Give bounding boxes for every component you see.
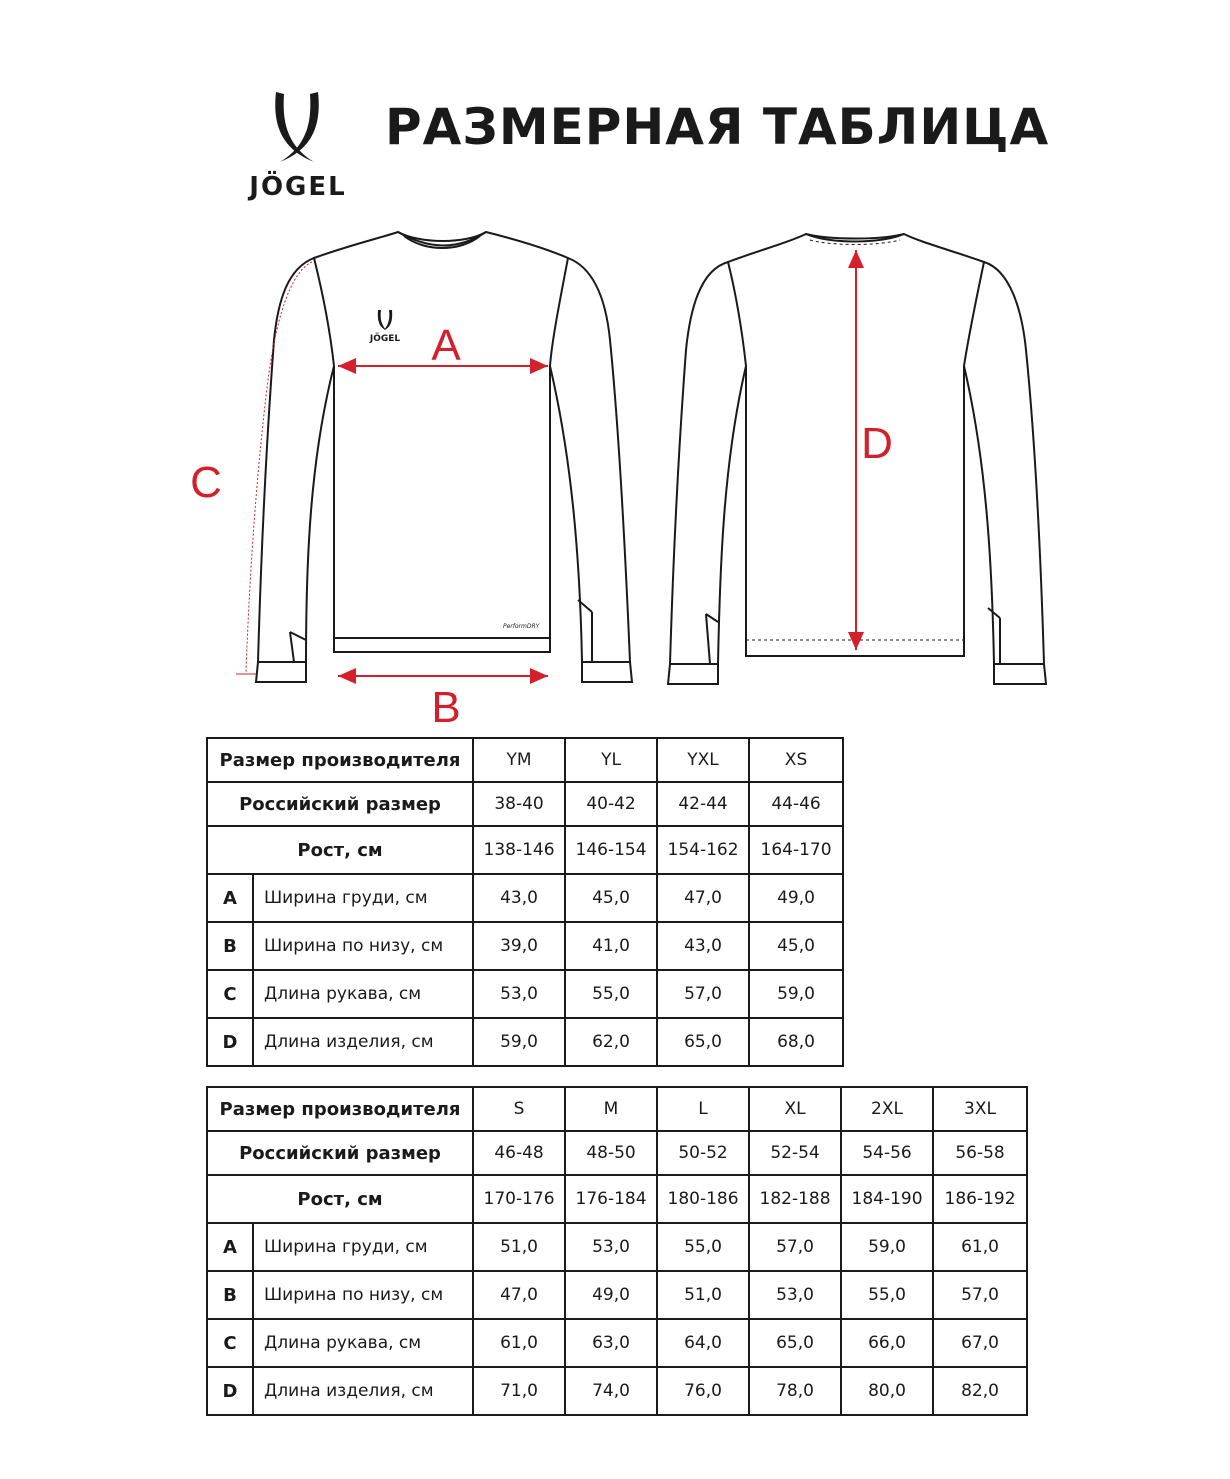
table-cell: 184-190: [841, 1175, 933, 1223]
table-cell: 48-50: [565, 1131, 657, 1175]
row-label: Размер производителя: [207, 738, 473, 782]
front-view: [256, 232, 632, 682]
table-cell: 57,0: [749, 1223, 841, 1271]
size-cell: S: [473, 1087, 565, 1131]
table-cell: 49,0: [749, 874, 843, 922]
table-cell: 154-162: [657, 826, 749, 874]
row-letter: C: [207, 1319, 253, 1367]
row-letter: B: [207, 1271, 253, 1319]
hem-label: PerformDRY: [503, 623, 540, 630]
chest-logo-text: JÖGEL: [369, 334, 401, 344]
table-cell: 46-48: [473, 1131, 565, 1175]
table-cell: 49,0: [565, 1271, 657, 1319]
table-cell: 186-192: [933, 1175, 1027, 1223]
table-cell: 56-58: [933, 1131, 1027, 1175]
table-cell: 50-52: [657, 1131, 749, 1175]
table-cell: 65,0: [657, 1018, 749, 1066]
row-param: Ширина груди, см: [253, 1223, 473, 1271]
table-cell: 61,0: [933, 1223, 1027, 1271]
row-param: Длина изделия, см: [253, 1367, 473, 1415]
table-row: [207, 1018, 843, 1066]
size-cell: XS: [749, 738, 843, 782]
size-table-youth: [206, 737, 844, 1067]
table-cell: 42-44: [657, 782, 749, 826]
dimension-a-label: A: [431, 321, 461, 370]
table-row: [207, 1271, 1027, 1319]
table-cell: 41,0: [565, 922, 657, 970]
row-label: Рост, см: [207, 826, 473, 874]
table-cell: 57,0: [933, 1271, 1027, 1319]
chest-logo-icon: [378, 310, 392, 330]
garment-diagram: [0, 220, 1230, 740]
table-row: [207, 826, 843, 874]
size-cell: XL: [749, 1087, 841, 1131]
table-cell: 71,0: [473, 1367, 565, 1415]
table-cell: 146-154: [565, 826, 657, 874]
brand-logo-text: JÖGEL: [249, 172, 347, 202]
table-cell: 138-146: [473, 826, 565, 874]
table-cell: 65,0: [749, 1319, 841, 1367]
table-cell: 40-42: [565, 782, 657, 826]
table-row: [207, 1175, 1027, 1223]
table-cell: 176-184: [565, 1175, 657, 1223]
row-letter: D: [207, 1367, 253, 1415]
table-cell: 43,0: [473, 874, 565, 922]
size-cell: 3XL: [933, 1087, 1027, 1131]
row-letter: A: [207, 874, 253, 922]
table-row: [207, 1131, 1027, 1175]
table-cell: 47,0: [657, 874, 749, 922]
size-table-adult: [206, 1086, 1028, 1416]
table-row: [207, 1319, 1027, 1367]
table-row: [207, 738, 843, 782]
table-row: [207, 782, 843, 826]
table-cell: 44-46: [749, 782, 843, 826]
row-letter: A: [207, 1223, 253, 1271]
row-param: Длина рукава, см: [253, 1319, 473, 1367]
table-cell: 82,0: [933, 1367, 1027, 1415]
table-cell: 45,0: [565, 874, 657, 922]
table-cell: 66,0: [841, 1319, 933, 1367]
row-label: Российский размер: [207, 782, 473, 826]
dimension-d-label: D: [861, 419, 893, 468]
table-cell: 74,0: [565, 1367, 657, 1415]
dimension-c-arrow: [246, 262, 312, 672]
table-cell: 67,0: [933, 1319, 1027, 1367]
row-param: Ширина по низу, см: [253, 1271, 473, 1319]
table-cell: 53,0: [473, 970, 565, 1018]
table-cell: 51,0: [473, 1223, 565, 1271]
table-cell: 54-56: [841, 1131, 933, 1175]
table-cell: 180-186: [657, 1175, 749, 1223]
table-cell: 63,0: [565, 1319, 657, 1367]
table-cell: 55,0: [841, 1271, 933, 1319]
table-cell: 170-176: [473, 1175, 565, 1223]
row-letter: D: [207, 1018, 253, 1066]
table-cell: 164-170: [749, 826, 843, 874]
table-cell: 53,0: [565, 1223, 657, 1271]
table-cell: 61,0: [473, 1319, 565, 1367]
dimension-b-label: B: [431, 683, 461, 732]
table-cell: 52-54: [749, 1131, 841, 1175]
row-letter: B: [207, 922, 253, 970]
row-label: Российский размер: [207, 1131, 473, 1175]
row-param: Ширина по низу, см: [253, 922, 473, 970]
row-param: Длина изделия, см: [253, 1018, 473, 1066]
table-row: [207, 1087, 1027, 1131]
table-cell: 45,0: [749, 922, 843, 970]
row-letter: C: [207, 970, 253, 1018]
table-row: [207, 1223, 1027, 1271]
table-cell: 78,0: [749, 1367, 841, 1415]
table-cell: 59,0: [841, 1223, 933, 1271]
table-cell: 80,0: [841, 1367, 933, 1415]
table-cell: 38-40: [473, 782, 565, 826]
dimension-c-label: C: [190, 458, 222, 507]
table-cell: 51,0: [657, 1271, 749, 1319]
page-title: РАЗМЕРНАЯ ТАБЛИЦА: [385, 98, 1050, 156]
size-cell: 2XL: [841, 1087, 933, 1131]
table-cell: 43,0: [657, 922, 749, 970]
row-label: Размер производителя: [207, 1087, 473, 1131]
table-cell: 55,0: [565, 970, 657, 1018]
size-cell: YM: [473, 738, 565, 782]
table-cell: 182-188: [749, 1175, 841, 1223]
table-cell: 47,0: [473, 1271, 565, 1319]
table-row: [207, 970, 843, 1018]
row-label: Рост, см: [207, 1175, 473, 1223]
table-cell: 68,0: [749, 1018, 843, 1066]
table-row: [207, 1367, 1027, 1415]
size-cell: L: [657, 1087, 749, 1131]
size-cell: YXL: [657, 738, 749, 782]
table-row: [207, 874, 843, 922]
table-cell: 62,0: [565, 1018, 657, 1066]
table-cell: 64,0: [657, 1319, 749, 1367]
table-cell: 55,0: [657, 1223, 749, 1271]
size-cell: M: [565, 1087, 657, 1131]
table-row: [207, 922, 843, 970]
table-cell: 59,0: [749, 970, 843, 1018]
table-cell: 76,0: [657, 1367, 749, 1415]
row-param: Длина рукава, см: [253, 970, 473, 1018]
table-cell: 57,0: [657, 970, 749, 1018]
table-cell: 59,0: [473, 1018, 565, 1066]
size-cell: YL: [565, 738, 657, 782]
table-cell: 53,0: [749, 1271, 841, 1319]
table-cell: 39,0: [473, 922, 565, 970]
row-param: Ширина груди, см: [253, 874, 473, 922]
